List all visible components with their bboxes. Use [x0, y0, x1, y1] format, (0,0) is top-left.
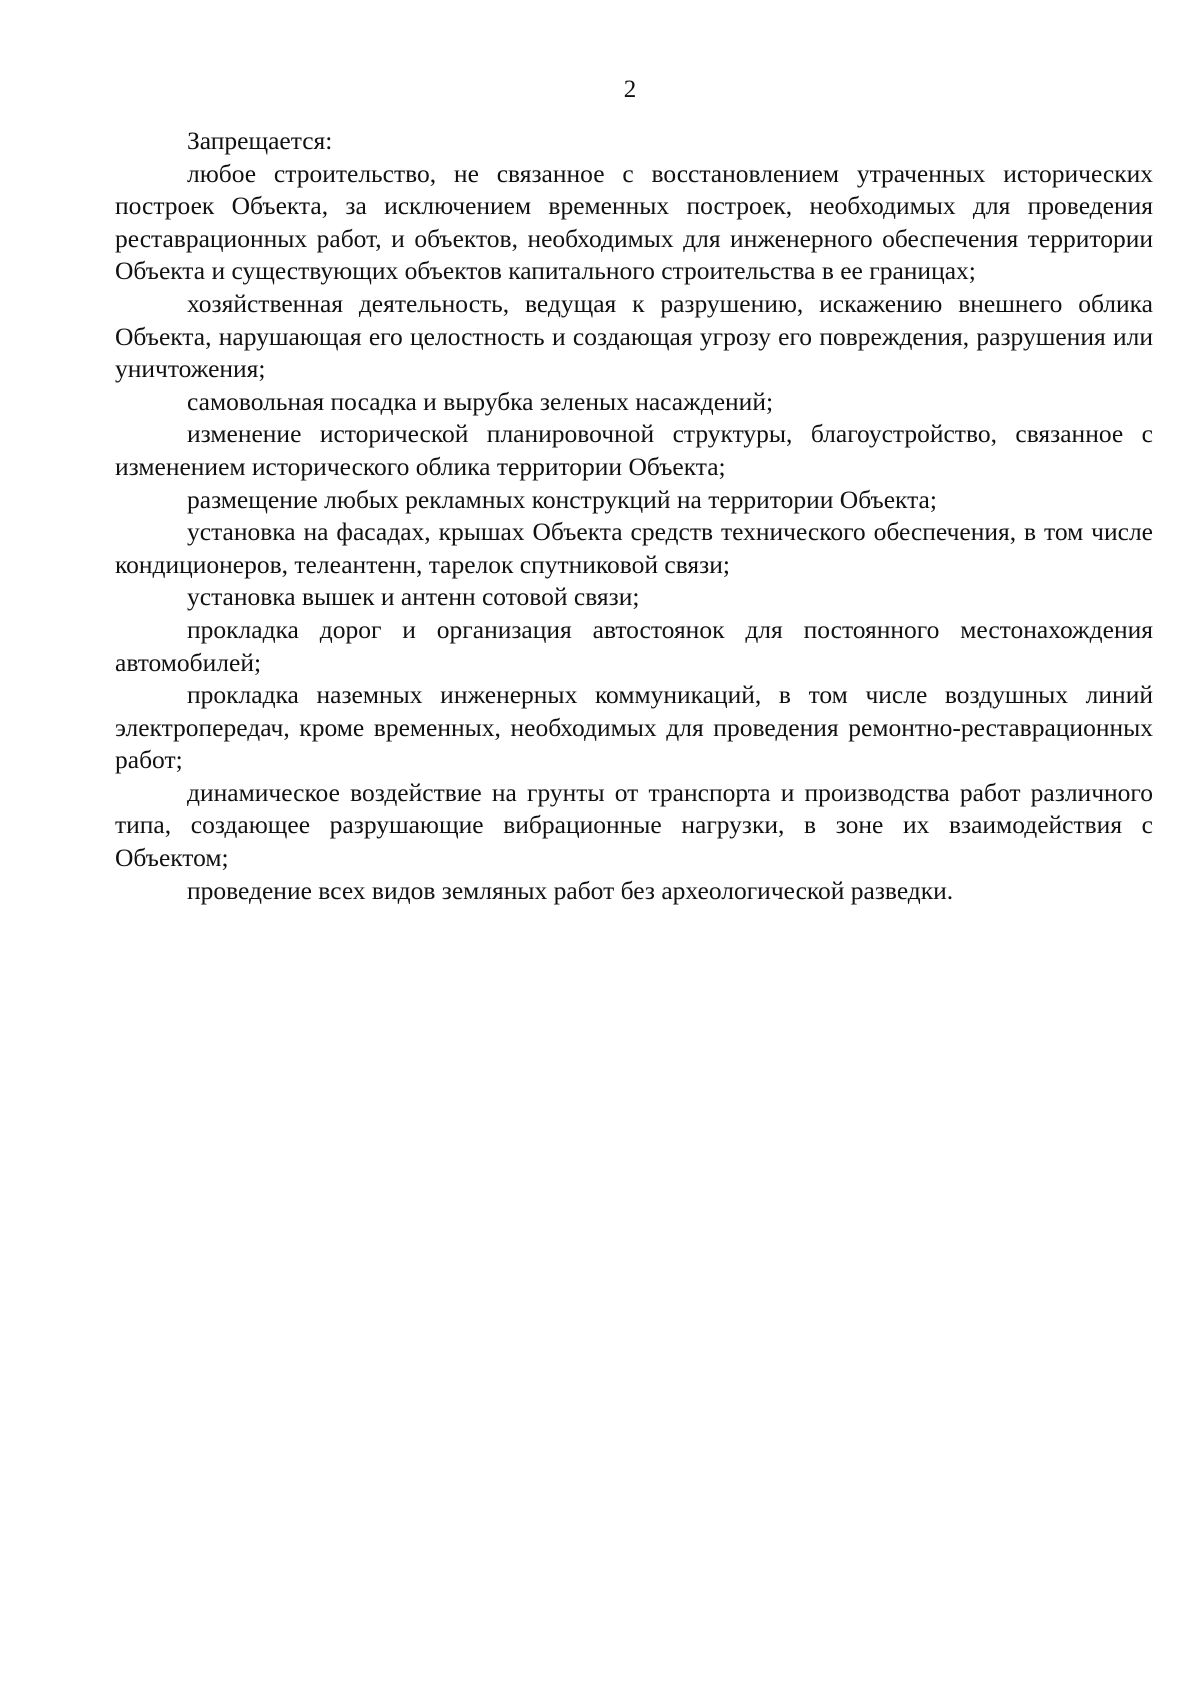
prohibition-item-8: прокладка дорог и организация автостоянок для постоянного местонахождения автомобилей; [115, 614, 1153, 677]
page-number: 2 [623, 76, 637, 103]
prohibition-item-3: самовольная посадка и вырубка зеленых насаждений; [187, 386, 774, 416]
prohibition-item-10: динамическое воздействие на грунты от транспорта и производства работ различного типа, создающее разрушающие вибрационные нагрузки, в зоне их взаимодействия с Объектом; [115, 777, 1153, 873]
prohibition-item-6: установка на фасадах, крышах Объекта средств технического обеспечения, в том числе кондиционеров, телеантенн, тарелок спутниковой связи; [115, 517, 1153, 579]
prohibition-item-9: прокладка наземных инженерных коммуникаций, в том числе воздушных линий электропередач, кроме временных, необходимых для проведения ремонтно-реставрационных работ; [115, 680, 1153, 775]
document-body [115, 125, 1153, 907]
prohibition-item-2: хозяйственная деятельность, ведущая к разрушению, искажению внешнего облика Объекта, нарушающая его целостность и создающая угрозу его повреждения, разрушения или уничтожения; [115, 288, 1153, 384]
prohibition-item-11: проведение всех видов земляных работ без археологической разведки. [187, 875, 954, 905]
prohibition-item-4: изменение исторической планировочной структуры, благоустройство, связанное с изменением исторического облика территории Объекта; [115, 419, 1153, 481]
section-heading: Запрещается: [187, 126, 333, 155]
prohibition-item-1: любое строительство, не связанное с восстановлением утраченных исторических построек Объекта, за исключением временных построек, необходимых для проведения реставрационных работ, и объектов, необходимых для инженерного обеспечения территории Объекта и существующих объектов капитального строительства в ее границах; [115, 158, 1153, 286]
prohibition-item-7: установка вышек и антенн сотовой связи; [187, 582, 640, 612]
prohibition-item-5: размещение любых рекламных конструкций на территории Объекта; [187, 484, 937, 514]
